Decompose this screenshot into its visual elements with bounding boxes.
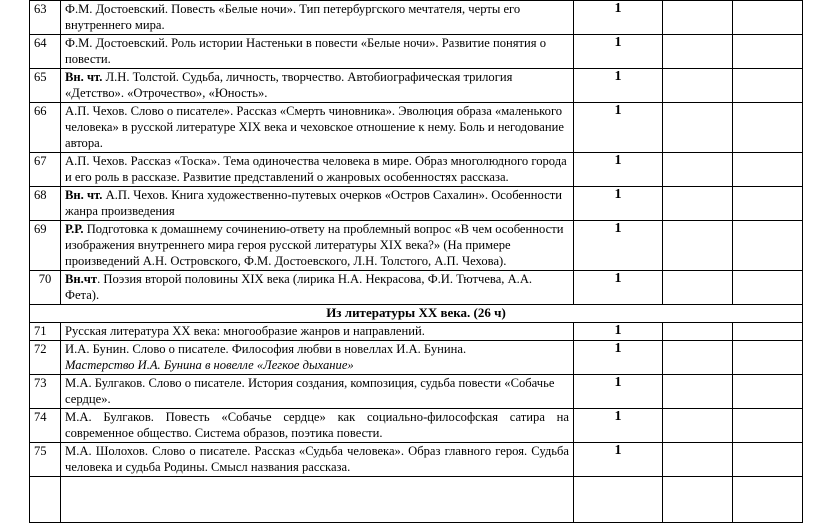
table-row — [30, 409, 803, 443]
lesson-topic: М.А. Булгаков. Слово о писателе. История создания, композиция, судьба повести «Собачье сердце». — [61, 375, 574, 409]
table-row — [30, 375, 803, 409]
lesson-hours: 1 — [574, 375, 663, 409]
table-row — [30, 153, 803, 187]
empty-cell — [663, 69, 733, 103]
lesson-hours: 1 — [574, 35, 663, 69]
table-row — [30, 271, 803, 305]
empty-cell — [663, 153, 733, 187]
empty-cell — [733, 375, 803, 409]
lesson-topic: Русская литература XX века: многообразие жанров и направлений. — [61, 323, 574, 341]
lesson-number: 74 — [30, 409, 61, 443]
empty-cell — [663, 409, 733, 443]
lesson-hours: 1 — [574, 69, 663, 103]
lesson-topic: Ф.М. Достоевский. Роль истории Настеньки в повести «Белые ночи». Развитие понятия о повести. — [61, 35, 574, 69]
lesson-plan-table — [29, 0, 803, 523]
lesson-topic: Р.Р. Подготовка к домашнему сочинению-ответу на проблемный вопрос «В чем особенности изображения внутреннего мира героя русской литературы XIX века?» (На примере произведений А.Н. Островского, Ф.М. Достоевского, Л.Н. Толстого, А.П. Чехова). — [61, 221, 574, 271]
empty-cell — [663, 443, 733, 477]
lesson-number: 72 — [30, 341, 61, 375]
empty-cell — [733, 35, 803, 69]
empty-cell — [663, 375, 733, 409]
empty-cell — [733, 341, 803, 375]
lesson-number: 70 — [30, 271, 61, 305]
empty-cell — [663, 103, 733, 153]
empty-cell — [663, 187, 733, 221]
table-row — [30, 323, 803, 341]
table-row — [30, 1, 803, 35]
section-title: Из литературы XX века. (26 ч) — [30, 305, 803, 323]
table-row — [30, 443, 803, 477]
empty-cell — [733, 103, 803, 153]
lesson-hours: 1 — [574, 1, 663, 35]
lesson-number: 65 — [30, 69, 61, 103]
lesson-topic: А.П. Чехов. Рассказ «Тоска». Тема одиночества человека в мире. Образ многолюдного города и его роль в рассказе. Развитие представлений о жанровых особенностях рассказа. — [61, 153, 574, 187]
lesson-type-tag: Вн.чт — [65, 272, 98, 286]
empty-cell — [574, 477, 663, 523]
lesson-number: 71 — [30, 323, 61, 341]
table-row — [30, 35, 803, 69]
lesson-hours: 1 — [574, 103, 663, 153]
lesson-topic: М.А. Шолохов. Слово о писателе. Рассказ «Судьба человека». Образ главного героя. Судьба человека и судьба Родины. Смысл названия рассказа. — [61, 443, 574, 477]
table-row — [30, 341, 803, 375]
empty-cell — [61, 477, 574, 523]
empty-cell — [663, 341, 733, 375]
lesson-number: 73 — [30, 375, 61, 409]
empty-cell — [733, 69, 803, 103]
empty-cell — [663, 1, 733, 35]
empty-cell — [663, 271, 733, 305]
empty-cell — [733, 271, 803, 305]
lesson-number: 68 — [30, 187, 61, 221]
empty-cell — [30, 477, 61, 523]
lesson-number: 64 — [30, 35, 61, 69]
empty-cell — [733, 323, 803, 341]
lesson-hours: 1 — [574, 221, 663, 271]
empty-cell — [733, 153, 803, 187]
lesson-hours: 1 — [574, 443, 663, 477]
lesson-hours: 1 — [574, 341, 663, 375]
lesson-topic: Вн. чт. Л.Н. Толстой. Судьба, личность, творчество. Автобиографическая трилогия «Детство». «Отрочество», «Юность». — [61, 69, 574, 103]
empty-cell — [663, 477, 733, 523]
section-header-row — [30, 305, 803, 323]
lesson-hours: 1 — [574, 187, 663, 221]
lesson-topic: Вн. чт. А.П. Чехов. Книга художественно-путевых очерков «Остров Сахалин». Особенности жанра произведения — [61, 187, 574, 221]
lesson-topic: Ф.М. Достоевский. Повесть «Белые ночи». Тип петербургского мечтателя, черты его внутреннего мира. — [61, 1, 574, 35]
lesson-topic: М.А. Булгаков. Повесть «Собачье сердце» как социально-философская сатира на современное общество. Система образов, поэтика повести. — [61, 409, 574, 443]
lesson-number: 69 — [30, 221, 61, 271]
table-row — [30, 103, 803, 153]
empty-cell — [733, 409, 803, 443]
empty-cell — [733, 477, 803, 523]
table-row — [30, 187, 803, 221]
lesson-hours: 1 — [574, 409, 663, 443]
empty-cell — [733, 187, 803, 221]
lesson-topic: А.П. Чехов. Слово о писателе». Рассказ «Смерть чиновника». Эволюция образа «маленького человека» в русской литературе XIX века и чеховское отношение к нему. Боль и негодование автора. — [61, 103, 574, 153]
lesson-number: 75 — [30, 443, 61, 477]
empty-cell — [733, 443, 803, 477]
lesson-type-tag: Вн. чт. — [65, 188, 103, 202]
empty-cell — [733, 221, 803, 271]
lesson-number: 66 — [30, 103, 61, 153]
lesson-hours: 1 — [574, 271, 663, 305]
empty-cell — [663, 221, 733, 271]
lesson-topic: И.А. Бунин. Слово о писателе. Философия любви в новеллах И.А. Бунина. Мастерство И.А. Бунина в новелле «Легкое дыхание» — [61, 341, 574, 375]
lesson-hours: 1 — [574, 323, 663, 341]
lesson-type-tag: Вн. чт. — [65, 70, 103, 84]
lesson-topic-italic: Мастерство И.А. Бунина в новелле «Легкое дыхание» — [65, 358, 354, 372]
lesson-number: 63 — [30, 1, 61, 35]
empty-cell — [663, 323, 733, 341]
lesson-hours: 1 — [574, 153, 663, 187]
table-row-empty — [30, 477, 803, 523]
table-row — [30, 221, 803, 271]
lesson-topic: Вн.чт. Поэзия второй половины XIX века (лирика Н.А. Некрасова, Ф.И. Тютчева, А.А. Фета). — [61, 271, 574, 305]
lesson-type-tag: Р.Р. — [65, 222, 84, 236]
lesson-number: 67 — [30, 153, 61, 187]
empty-cell — [663, 35, 733, 69]
empty-cell — [733, 1, 803, 35]
table-row — [30, 69, 803, 103]
